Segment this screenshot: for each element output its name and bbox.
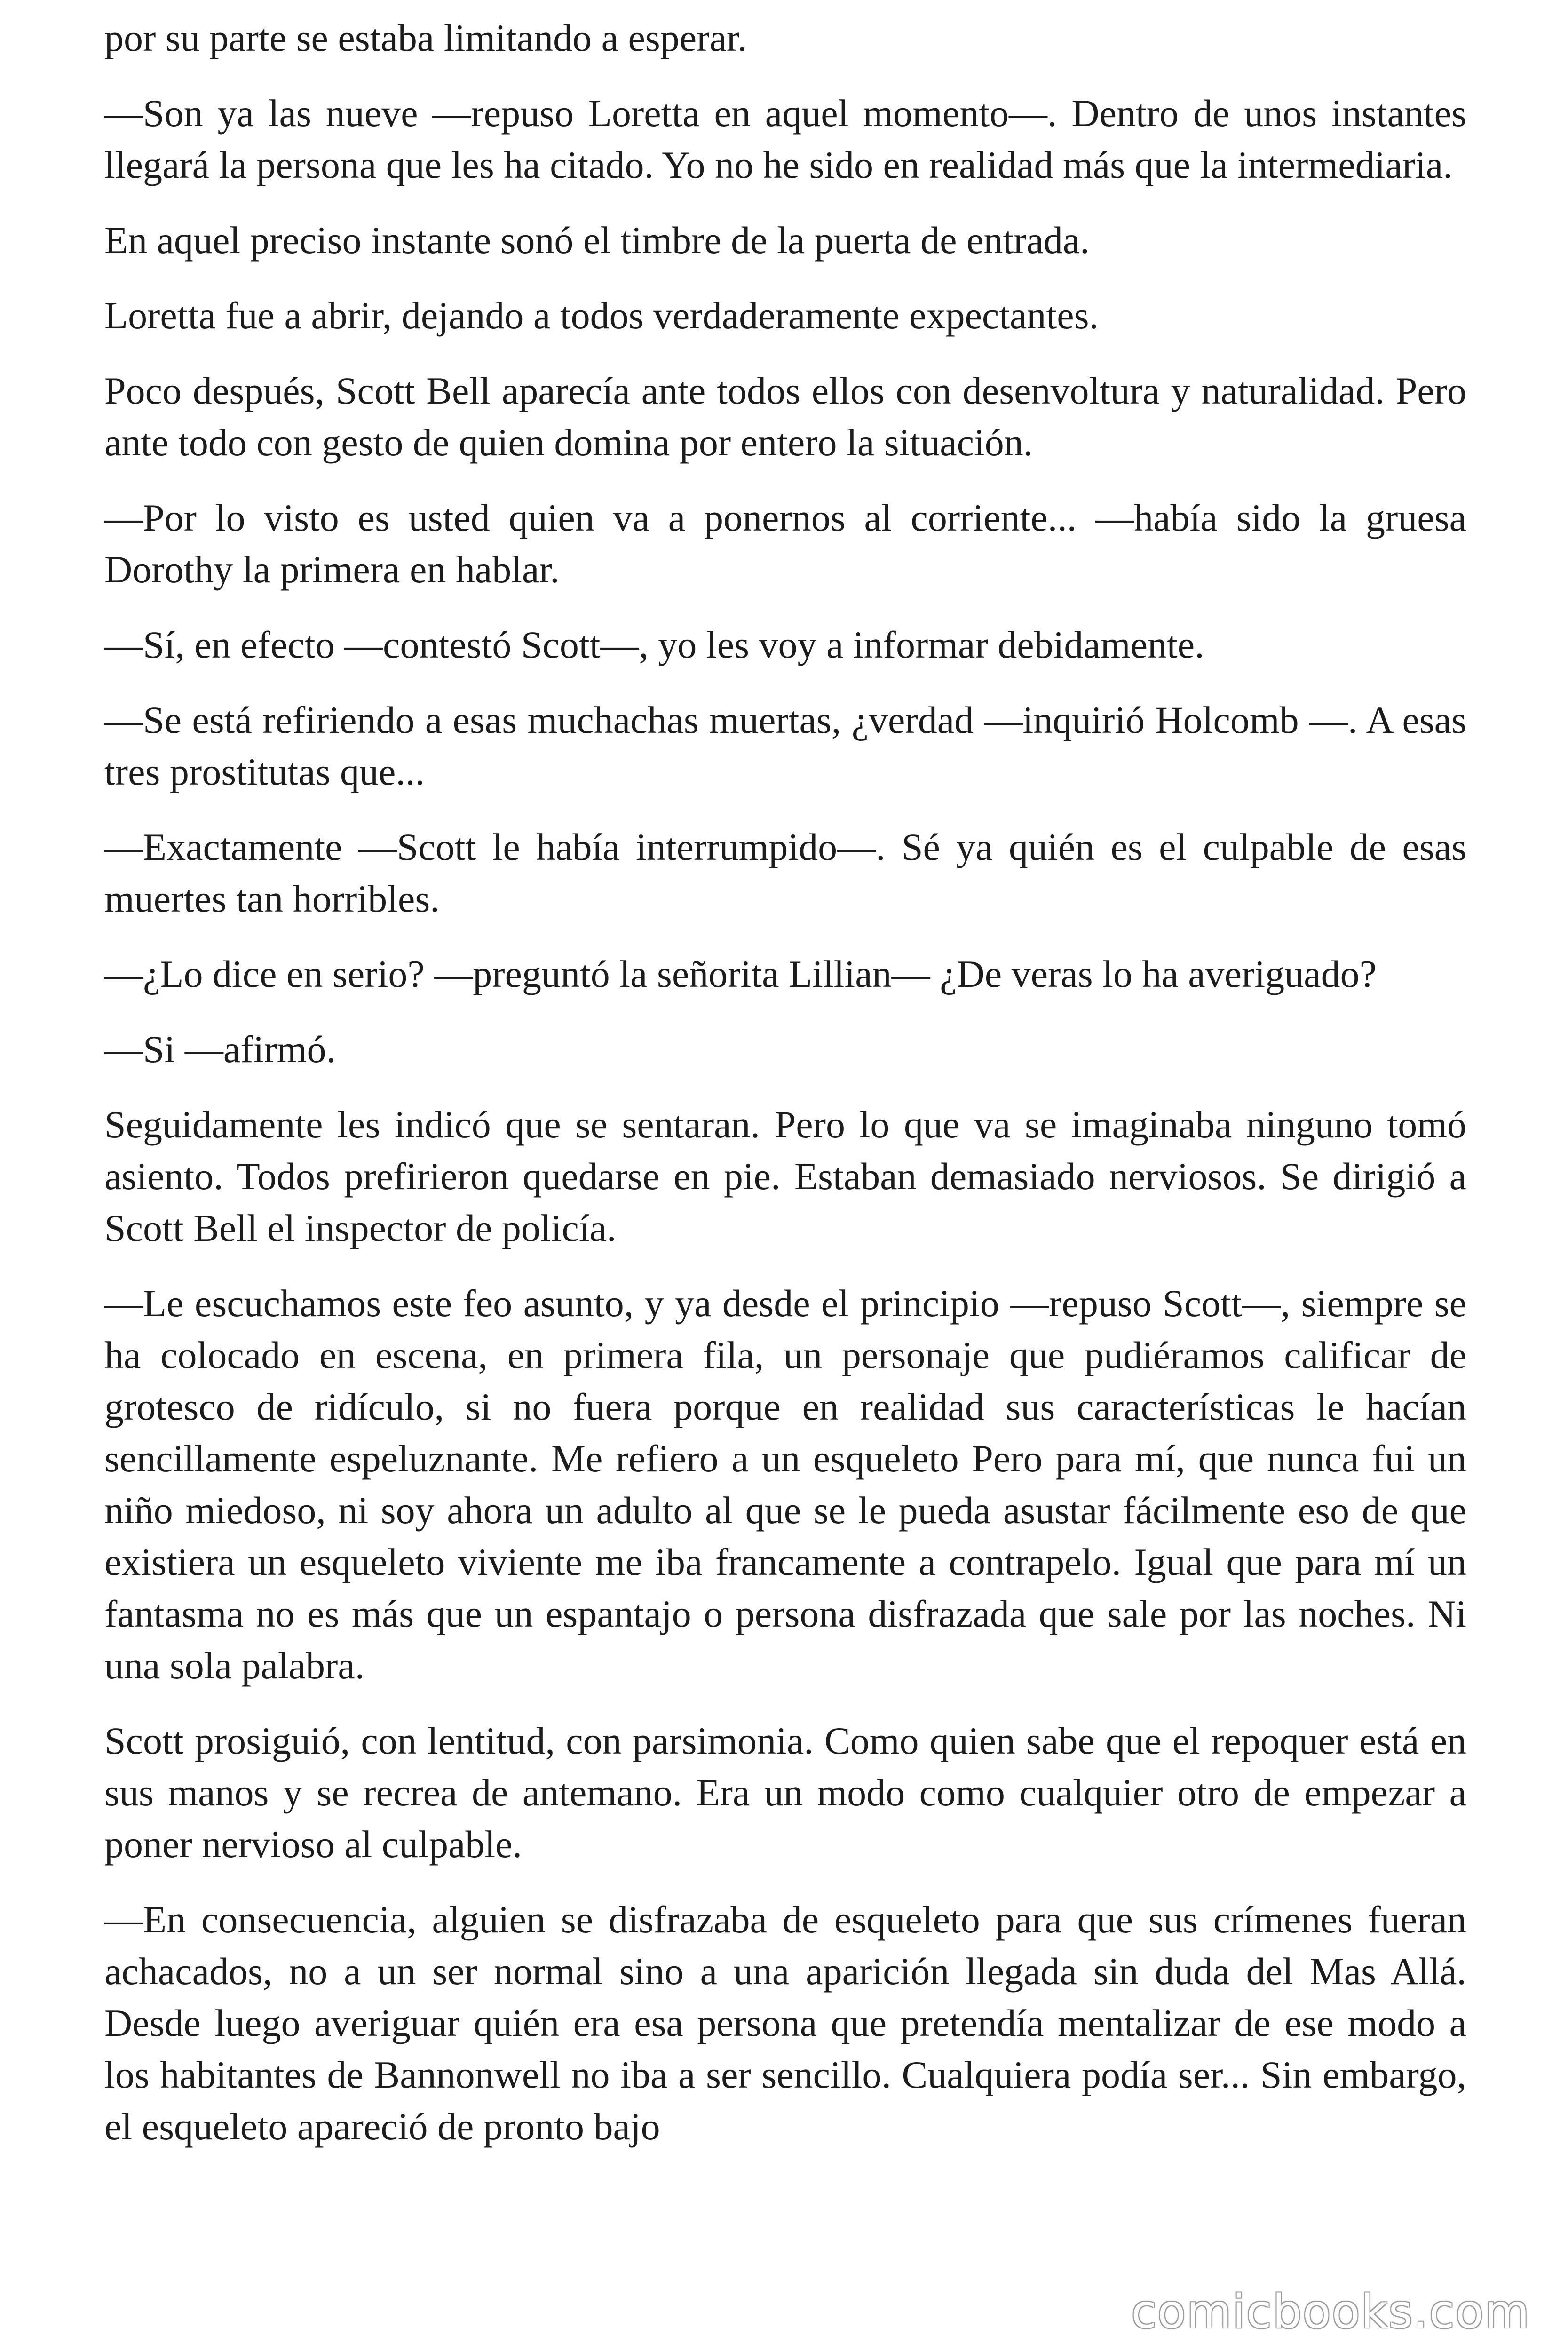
paragraph: por su parte se estaba limitando a esperar.	[104, 16, 747, 59]
paragraph: —Le escuchamos este feo asunto, y ya desde el principio —repuso Scott—, siempre se ha colocado en escena, en primera fila, un personaje que pudiéramos calificar de grotesco de ridículo, si no fuera porque en realidad sus características le hacían sencillamente espeluznante. Me refiero a un esqueleto Pero para mí, que nunca fui un niño miedoso, ni soy ahora un adulto al que se le pueda asustar fácilmente eso de que existiera un esqueleto viviente me iba francamente a contrapelo. Igual que para mí un fantasma no es más que un espantajo o persona disfrazada que sale por las noches. Ni una sola palabra.	[104, 1282, 1466, 1687]
paragraph: —Se está refiriendo a esas muchachas muertas, ¿verdad —inquirió Holcomb —. A esas tres prostitutas que...	[104, 699, 1466, 793]
paragraph: En aquel preciso instante sonó el timbre de la puerta de entrada.	[104, 219, 1090, 262]
paragraph: —Sí, en efecto —contestó Scott—, yo les voy a informar debidamente.	[104, 623, 1204, 666]
paragraph: —Exactamente —Scott le había interrumpido—. Sé ya quién es el culpable de esas muertes tan horribles.	[104, 826, 1466, 920]
paragraph: Poco después, Scott Bell aparecía ante todos ellos con desenvoltura y naturalidad. Pero ante todo con gesto de quien domina por entero la situación.	[104, 369, 1466, 464]
book-page	[104, 12, 1466, 2176]
paragraph: Loretta fue a abrir, dejando a todos verdaderamente expectantes.	[104, 294, 1099, 337]
watermark-logo: comicbooks.com	[1131, 2285, 1530, 2339]
paragraph: Seguidamente les indicó que se sentaran. Pero lo que va se imaginaba ninguno tomó asiento. Todos prefirieron quedarse en pie. Estaban demasiado nerviosos. Se dirigió a Scott Bell el inspector de policía.	[104, 1103, 1466, 1249]
paragraph: —Por lo visto es usted quien va a ponernos al corriente... —había sido la gruesa Dorothy la primera en hablar.	[104, 496, 1466, 591]
paragraph: Scott prosiguió, con lentitud, con parsimonia. Como quien sabe que el repoquer está en sus manos y se recrea de antemano. Era un modo como cualquier otro de empezar a poner nervioso al culpable.	[104, 1719, 1466, 1866]
paragraph: —Son ya las nueve —repuso Loretta en aquel momento—. Dentro de unos instantes llegará la persona que les ha citado. Yo no he sido en realidad más que la intermediaria.	[104, 92, 1466, 186]
paragraph: —Si —afirmó.	[104, 1028, 336, 1071]
paragraph: —¿Lo dice en serio? —preguntó la señorita Lillian— ¿De veras lo ha averiguado?	[104, 953, 1377, 995]
paragraph: —En consecuencia, alguien se disfrazaba de esqueleto para que sus crímenes fueran achacados, no a un ser normal sino a una aparición llegada sin duda del Mas Allá. Desde luego averiguar quién era esa persona que pretendía mentalizar de ese modo a los habitantes de Bannonwell no iba a ser sencillo. Cualquiera podía ser... Sin embargo, el esqueleto apareció de pronto bajo	[104, 1898, 1466, 2148]
